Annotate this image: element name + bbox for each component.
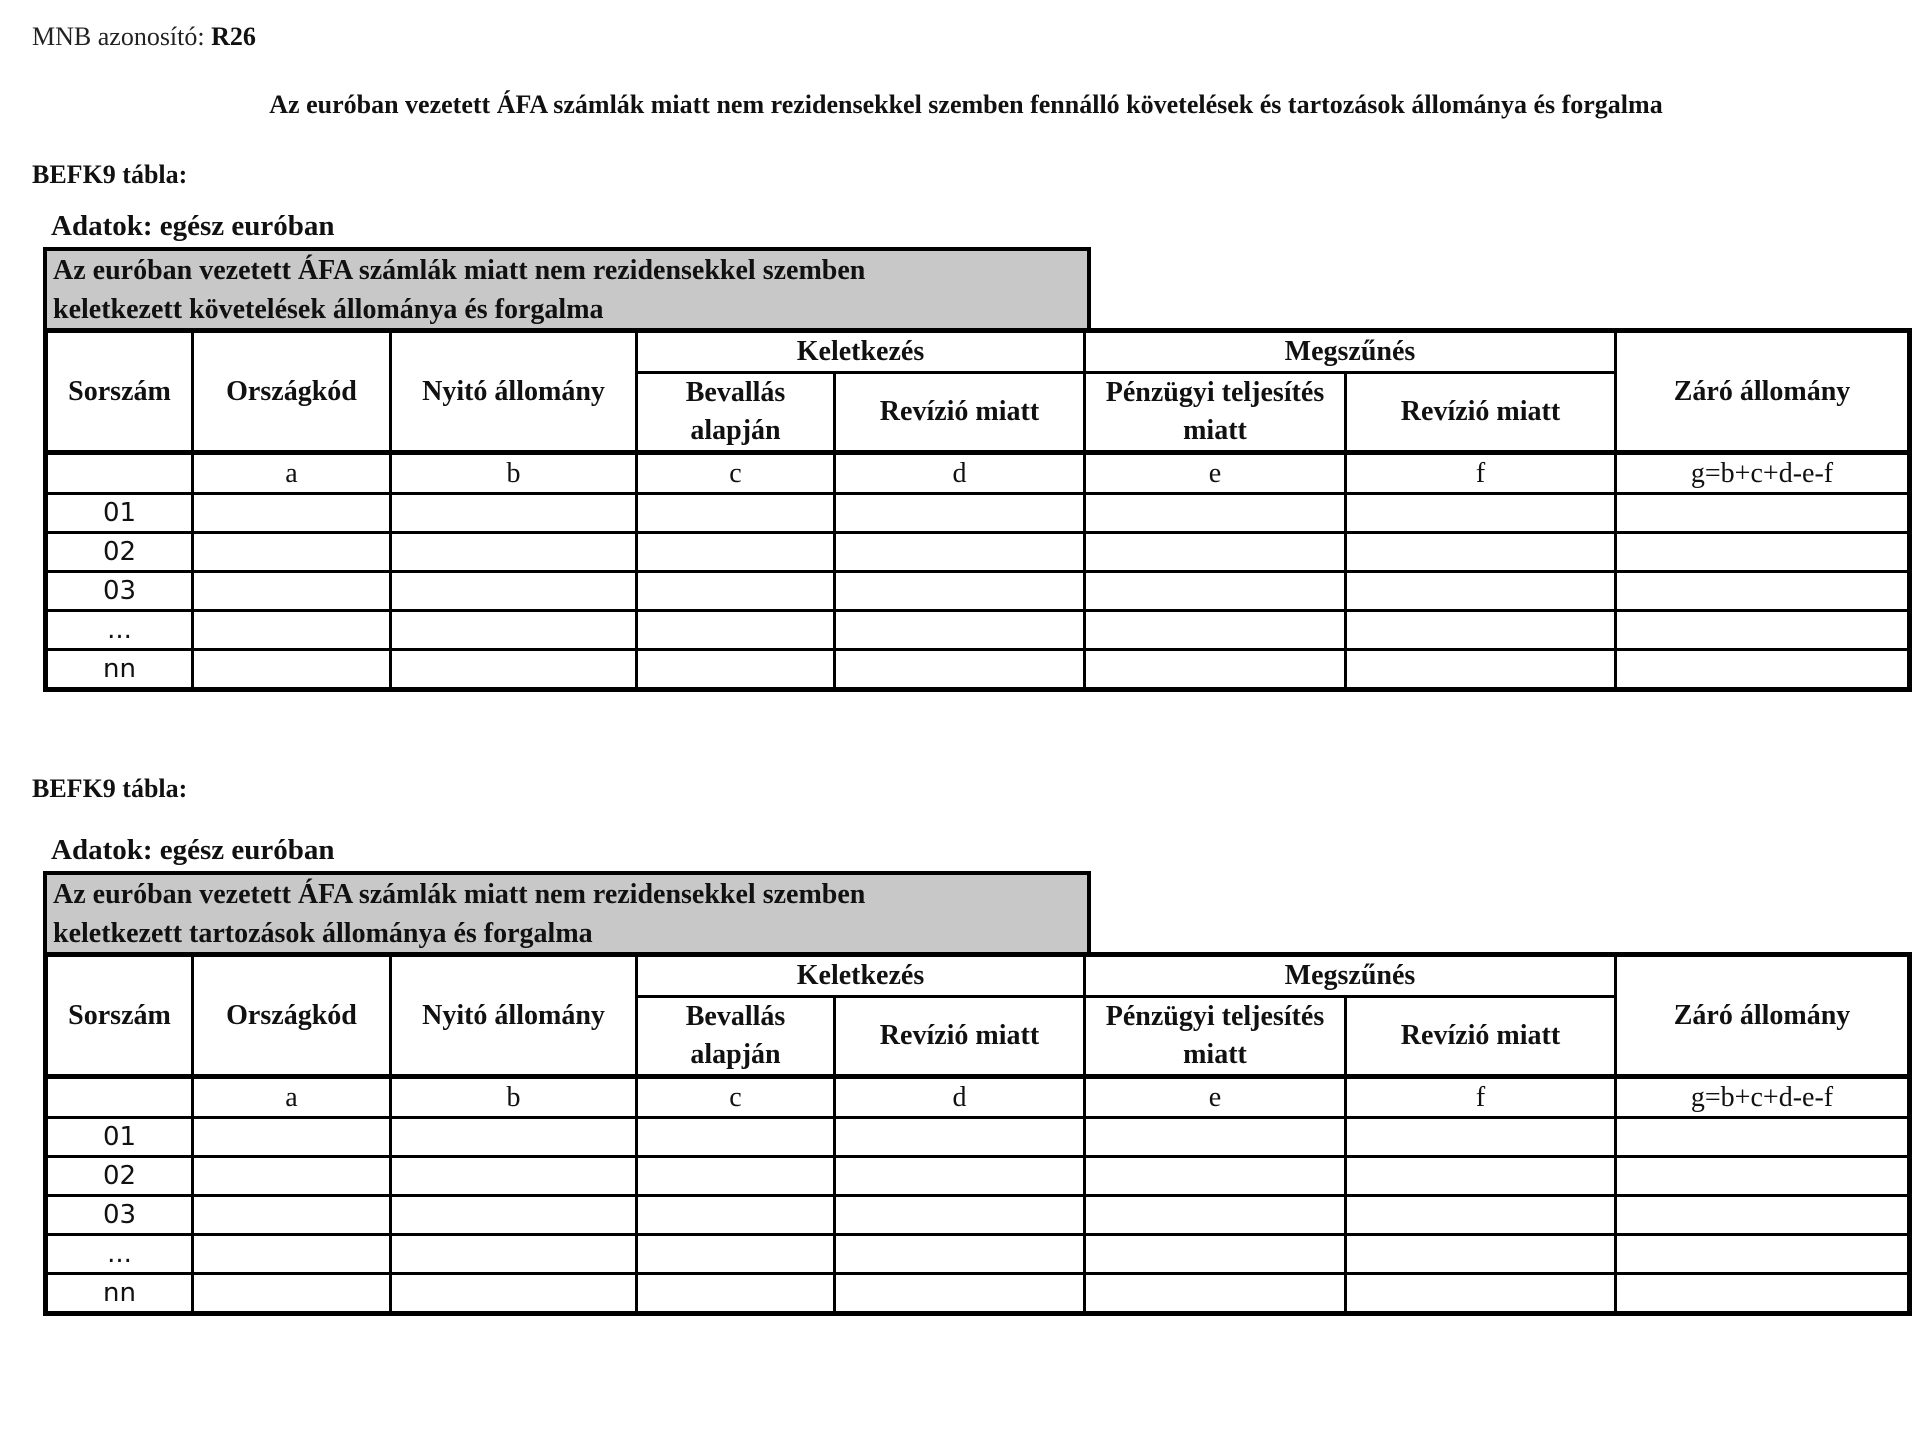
cell-orszagkod[interactable] <box>193 1157 391 1196</box>
row-number: ... <box>46 1235 193 1274</box>
cell-zaro[interactable] <box>1616 611 1910 650</box>
page-title: Az euróban vezetett ÁFA számlák miatt nem rezidensekkel szemben fennálló követelések és tartozások állománya és forgalma <box>269 90 1663 119</box>
letter-cell: c <box>637 1077 835 1118</box>
col-bevallas <box>637 373 835 453</box>
cell-nyito[interactable] <box>391 1235 637 1274</box>
table-row <box>46 611 1910 650</box>
cell-orszagkod[interactable] <box>193 611 391 650</box>
cell-revizio-k[interactable] <box>835 572 1085 611</box>
letter-cell: a <box>193 1077 391 1118</box>
table-caption-1 <box>43 247 1091 330</box>
letter-cell: f <box>1346 453 1616 494</box>
unit-label-2: Adatok: egész euróban <box>51 834 335 866</box>
cell-revizio-k[interactable] <box>835 1196 1085 1235</box>
cell-penzugyi[interactable] <box>1085 1196 1346 1235</box>
letter-cell: d <box>835 1077 1085 1118</box>
cell-revizio-k[interactable] <box>835 611 1085 650</box>
letter-cell: g=b+c+d-e-f <box>1616 453 1910 494</box>
cell-revizio-k[interactable] <box>835 1157 1085 1196</box>
table-row <box>46 1157 1910 1196</box>
cell-revizio-k[interactable] <box>835 1235 1085 1274</box>
cell-bevallas[interactable] <box>637 611 835 650</box>
letter-cell: d <box>835 453 1085 494</box>
table-row <box>46 1235 1910 1274</box>
cell-bevallas[interactable] <box>637 494 835 533</box>
col-penzugyi-line1: Pénzügyi teljesítés <box>1105 377 1325 408</box>
caption-line-1: Az euróban vezetett ÁFA számlák miatt nem rezidensekkel szemben <box>53 879 866 910</box>
col-orszagkod: Országkód <box>193 331 391 453</box>
cell-revizio-m[interactable] <box>1346 1118 1616 1157</box>
col-sorszam: Sorszám <box>46 955 193 1077</box>
col-group-megszunes: Megszűnés <box>1085 955 1616 997</box>
mnb-identifier <box>32 22 256 52</box>
cell-bevallas[interactable] <box>637 1157 835 1196</box>
cell-zaro[interactable] <box>1616 1235 1910 1274</box>
cell-nyito[interactable] <box>391 1274 637 1314</box>
letter-cell: f <box>1346 1077 1616 1118</box>
col-nyito: Nyitó állomány <box>391 331 637 453</box>
cell-revizio-m[interactable] <box>1346 494 1616 533</box>
cell-zaro[interactable] <box>1616 494 1910 533</box>
cell-bevallas[interactable] <box>637 1118 835 1157</box>
cell-zaro[interactable] <box>1616 1274 1910 1314</box>
cell-penzugyi[interactable] <box>1085 650 1346 690</box>
cell-orszagkod[interactable] <box>193 572 391 611</box>
letter-cell <box>46 453 193 494</box>
cell-revizio-k[interactable] <box>835 1118 1085 1157</box>
row-number: 01 <box>46 1118 193 1157</box>
row-number: nn <box>46 1274 193 1314</box>
cell-revizio-m[interactable] <box>1346 1196 1616 1235</box>
section-label-2: BEFK9 tábla: <box>32 774 188 803</box>
col-penzugyi-line2: miatt <box>1183 1039 1247 1070</box>
table-row <box>46 494 1910 533</box>
table-row <box>46 1118 1910 1157</box>
cell-bevallas[interactable] <box>637 1274 835 1314</box>
cell-nyito[interactable] <box>391 572 637 611</box>
letter-cell: a <box>193 453 391 494</box>
row-number: 02 <box>46 533 193 572</box>
cell-revizio-m[interactable] <box>1346 611 1616 650</box>
table-row <box>46 1274 1910 1314</box>
table-row <box>46 572 1910 611</box>
cell-penzugyi[interactable] <box>1085 494 1346 533</box>
col-group-keletkezes: Keletkezés <box>637 955 1085 997</box>
col-revizio-megszunes: Revízió miatt <box>1346 997 1616 1077</box>
cell-zaro[interactable] <box>1616 1118 1910 1157</box>
cell-revizio-k[interactable] <box>835 650 1085 690</box>
column-letter-row <box>46 453 1910 494</box>
col-revizio-keletkezes: Revízió miatt <box>835 373 1085 453</box>
col-orszagkod: Országkód <box>193 955 391 1077</box>
col-bevallas-line1: Bevallás <box>685 377 786 408</box>
row-number: ... <box>46 611 193 650</box>
col-revizio-keletkezes: Revízió miatt <box>835 997 1085 1077</box>
cell-penzugyi[interactable] <box>1085 1157 1346 1196</box>
cell-nyito[interactable] <box>391 1118 637 1157</box>
mnb-id-value: R26 <box>211 22 256 51</box>
letter-cell: e <box>1085 453 1346 494</box>
col-bevallas-line2: alapján <box>690 415 781 446</box>
table-row <box>46 1196 1910 1235</box>
col-zaro: Záró állomány <box>1616 955 1910 1077</box>
cell-revizio-m[interactable] <box>1346 1274 1616 1314</box>
letter-cell: b <box>391 1077 637 1118</box>
row-number: 02 <box>46 1157 193 1196</box>
table-row <box>46 533 1910 572</box>
col-group-megszunes: Megszűnés <box>1085 331 1616 373</box>
col-penzugyi-line1: Pénzügyi teljesítés <box>1105 1001 1325 1032</box>
liabilities-table <box>43 952 1912 1316</box>
cell-bevallas[interactable] <box>637 572 835 611</box>
cell-nyito[interactable] <box>391 1196 637 1235</box>
cell-nyito[interactable] <box>391 494 637 533</box>
column-letter-row <box>46 1077 1910 1118</box>
col-revizio-megszunes: Revízió miatt <box>1346 373 1616 453</box>
cell-revizio-m[interactable] <box>1346 533 1616 572</box>
cell-revizio-k[interactable] <box>835 1274 1085 1314</box>
cell-bevallas[interactable] <box>637 533 835 572</box>
table-row <box>46 650 1910 690</box>
cell-revizio-k[interactable] <box>835 533 1085 572</box>
letter-cell: c <box>637 453 835 494</box>
col-bevallas <box>637 997 835 1077</box>
cell-bevallas[interactable] <box>637 650 835 690</box>
cell-nyito[interactable] <box>391 1157 637 1196</box>
cell-zaro[interactable] <box>1616 650 1910 690</box>
letter-cell: b <box>391 453 637 494</box>
cell-penzugyi[interactable] <box>1085 533 1346 572</box>
col-penzugyi-line2: miatt <box>1183 415 1247 446</box>
cell-orszagkod[interactable] <box>193 494 391 533</box>
row-number: 03 <box>46 1196 193 1235</box>
cell-orszagkod[interactable] <box>193 650 391 690</box>
table-caption-2 <box>43 871 1091 954</box>
cell-revizio-m[interactable] <box>1346 572 1616 611</box>
cell-penzugyi[interactable] <box>1085 1274 1346 1314</box>
caption-line-1: Az euróban vezetett ÁFA számlák miatt nem rezidensekkel szemben <box>53 255 866 286</box>
cell-orszagkod[interactable] <box>193 533 391 572</box>
cell-orszagkod[interactable] <box>193 1118 391 1157</box>
row-number: 03 <box>46 572 193 611</box>
cell-revizio-m[interactable] <box>1346 650 1616 690</box>
col-group-keletkezes: Keletkezés <box>637 331 1085 373</box>
cell-revizio-m[interactable] <box>1346 1157 1616 1196</box>
col-bevallas-line1: Bevallás <box>685 1001 786 1032</box>
caption-line-2: keletkezett tartozások állománya és forgalma <box>53 918 593 949</box>
cell-nyito[interactable] <box>391 611 637 650</box>
cell-nyito[interactable] <box>391 533 637 572</box>
section-label-1: BEFK9 tábla: <box>32 160 188 189</box>
mnb-id-label: MNB azonosító: <box>32 22 205 51</box>
cell-nyito[interactable] <box>391 650 637 690</box>
caption-line-2: keletkezett követelések állománya és forgalma <box>53 294 604 325</box>
letter-cell: e <box>1085 1077 1346 1118</box>
cell-penzugyi[interactable] <box>1085 1235 1346 1274</box>
letter-cell <box>46 1077 193 1118</box>
cell-orszagkod[interactable] <box>193 1196 391 1235</box>
cell-zaro[interactable] <box>1616 1196 1910 1235</box>
row-number: nn <box>46 650 193 690</box>
cell-bevallas[interactable] <box>637 1196 835 1235</box>
unit-label-1: Adatok: egész euróban <box>51 210 335 242</box>
col-penzugyi <box>1085 997 1346 1077</box>
cell-revizio-m[interactable] <box>1346 1235 1616 1274</box>
col-sorszam: Sorszám <box>46 331 193 453</box>
cell-zaro[interactable] <box>1616 1157 1910 1196</box>
col-penzugyi <box>1085 373 1346 453</box>
row-number: 01 <box>46 494 193 533</box>
letter-cell: g=b+c+d-e-f <box>1616 1077 1910 1118</box>
claims-table <box>43 328 1912 692</box>
cell-bevallas[interactable] <box>637 1235 835 1274</box>
cell-penzugyi[interactable] <box>1085 572 1346 611</box>
cell-orszagkod[interactable] <box>193 1235 391 1274</box>
cell-zaro[interactable] <box>1616 572 1910 611</box>
cell-zaro[interactable] <box>1616 533 1910 572</box>
cell-revizio-k[interactable] <box>835 494 1085 533</box>
cell-orszagkod[interactable] <box>193 1274 391 1314</box>
col-bevallas-line2: alapján <box>690 1039 781 1070</box>
col-nyito: Nyitó állomány <box>391 955 637 1077</box>
cell-penzugyi[interactable] <box>1085 1118 1346 1157</box>
cell-penzugyi[interactable] <box>1085 611 1346 650</box>
col-zaro: Záró állomány <box>1616 331 1910 453</box>
